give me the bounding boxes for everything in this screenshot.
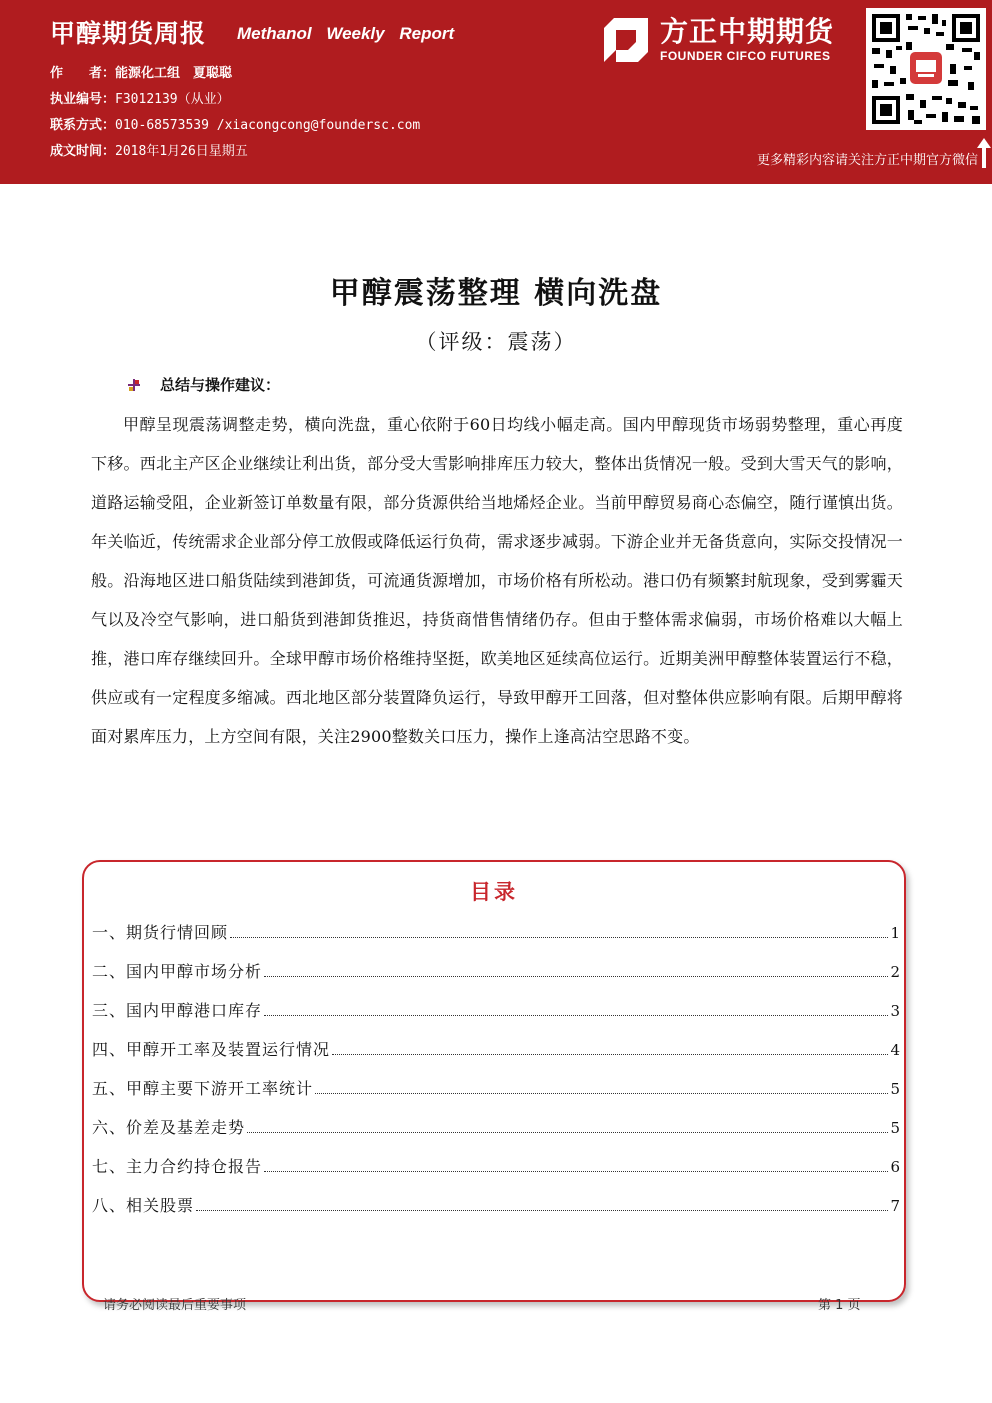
- toc-leader: [264, 975, 888, 977]
- toc-item-page: 5: [890, 1119, 900, 1137]
- summary-heading-text: 总结与操作建议：: [160, 376, 281, 394]
- toc-leader: [264, 1014, 888, 1016]
- meta-value: 010-68573539 /xiacongcong@foundersc.com: [115, 118, 421, 133]
- toc-title: 目录: [470, 880, 518, 904]
- toc-item-page: 7: [890, 1197, 900, 1215]
- toc-leader: [247, 1131, 888, 1133]
- page-title: 甲醇震荡整理 横向洗盘: [329, 276, 663, 311]
- report-title-en: Methanol Weekly Report: [237, 24, 455, 43]
- meta-contact: [50, 114, 420, 133]
- footer-page-number: 第 1 页: [818, 1298, 861, 1313]
- toc-leader: [315, 1092, 888, 1094]
- toc-item[interactable]: [92, 959, 900, 998]
- toc-item[interactable]: [92, 1115, 900, 1154]
- wechat-note: 更多精彩内容请关注方正中期官方微信: [756, 153, 978, 168]
- toc-item-page: 1: [890, 924, 900, 942]
- founder-logo-icon: [604, 18, 648, 62]
- meta-label: 执业编号：: [50, 92, 116, 107]
- toc-list: [92, 920, 900, 1232]
- meta-author: [50, 62, 232, 81]
- footer-disclaimer: 请务必阅读最后重要事项: [103, 1298, 247, 1313]
- toc-leader: [332, 1053, 888, 1055]
- brand-name-en: FOUNDER CIFCO FUTURES: [660, 49, 831, 63]
- toc-item[interactable]: [92, 1154, 900, 1193]
- meta-label: 作 者：: [50, 66, 116, 81]
- toc-item[interactable]: [92, 998, 900, 1037]
- toc-item-page: 2: [890, 963, 900, 981]
- toc-item-label: 五、甲醇主要下游开工率统计: [92, 1079, 314, 1098]
- toc-item-label: 四、甲醇开工率及装置运行情况: [92, 1040, 331, 1059]
- summary-paragraph: 甲醇呈现震荡调整走势，横向洗盘，重心依附于60日均线小幅走高。国内甲醇现货市场弱势整理，重心再度下移。西北主产区企业继续让利出货，部分受大雪影响排库压力较大，整体出货情况一般。受到大雪天气的影响，道路运输受阻，企业新签订单数量有限，部分货源供给当地烯烃企业。当前甲醇贸易商心态偏空，随行谨慎出货。年关临近，传统需求企业部分停工放假或降低运行负荷，需求逐步减弱。下游企业并无备货意向，实际交投情况一般。沿海地区进口船货陆续到港卸货，可流通货源增加，市场价格有所松动。港口仍有频繁封航现象，受到雾霾天气以及冷空气影响，进口船货到港卸货推迟，持货商惜售情绪仍存。但由于整体需求偏弱，市场价格难以大幅上推，港口库存继续回升。全球甲醇市场价格维持坚挺，欧美地区延续高位运行。近期美洲甲醇整体装置运行不稳，供应或有一定程度多缩减。西北地区部分装置降负运行，导致甲醇开工回落，但对整体供应影响有限。后期甲醇将面对累库压力，上方空间有限，关注2900整数关口压力，操作上逢高沽空思路不变。: [91, 415, 903, 746]
- toc-item-page: 3: [890, 1002, 900, 1020]
- meta-value: 能源化工组 夏聪聪: [115, 66, 233, 81]
- toc-item[interactable]: [92, 1037, 900, 1076]
- toc-leader: [264, 1170, 888, 1172]
- report-title: 甲醇期货周报: [50, 19, 207, 48]
- arrow-up-icon: [977, 138, 991, 168]
- toc-item-label: 七、主力合约持仓报告: [92, 1157, 263, 1176]
- toc-leader: [230, 936, 888, 938]
- header-divider: [0, 172, 992, 184]
- qr-code-icon[interactable]: [866, 8, 986, 130]
- header-band: [0, 0, 992, 172]
- summary-heading: [128, 374, 280, 395]
- toc-item[interactable]: [92, 1193, 900, 1232]
- toc-item-page: 5: [890, 1080, 900, 1098]
- bullet-icon: [128, 379, 140, 391]
- toc-item[interactable]: [92, 1076, 900, 1115]
- meta-license: [50, 88, 230, 107]
- toc-item-page: 6: [890, 1158, 900, 1176]
- toc-item[interactable]: [92, 920, 900, 959]
- rating-label: （评级：震荡）: [415, 330, 577, 354]
- meta-value: F3012139（从业）: [115, 92, 230, 107]
- toc-item-label: 二、国内甲醇市场分析: [92, 962, 263, 981]
- toc-item-page: 4: [890, 1041, 900, 1059]
- meta-date: [50, 140, 248, 159]
- toc-item-label: 三、国内甲醇港口库存: [92, 1001, 263, 1020]
- toc-leader: [196, 1209, 888, 1211]
- table-of-contents: [82, 860, 906, 1302]
- toc-item-label: 六、价差及基差走势: [92, 1118, 246, 1137]
- toc-item-label: 八、相关股票: [92, 1196, 195, 1215]
- brand-name-cn: 方正中期期货: [660, 15, 835, 48]
- meta-label: 联系方式：: [50, 118, 116, 133]
- toc-item-label: 一、期货行情回顾: [92, 923, 229, 942]
- meta-value: 2018年1月26日星期五: [115, 144, 248, 159]
- meta-label: 成文时间：: [50, 144, 116, 159]
